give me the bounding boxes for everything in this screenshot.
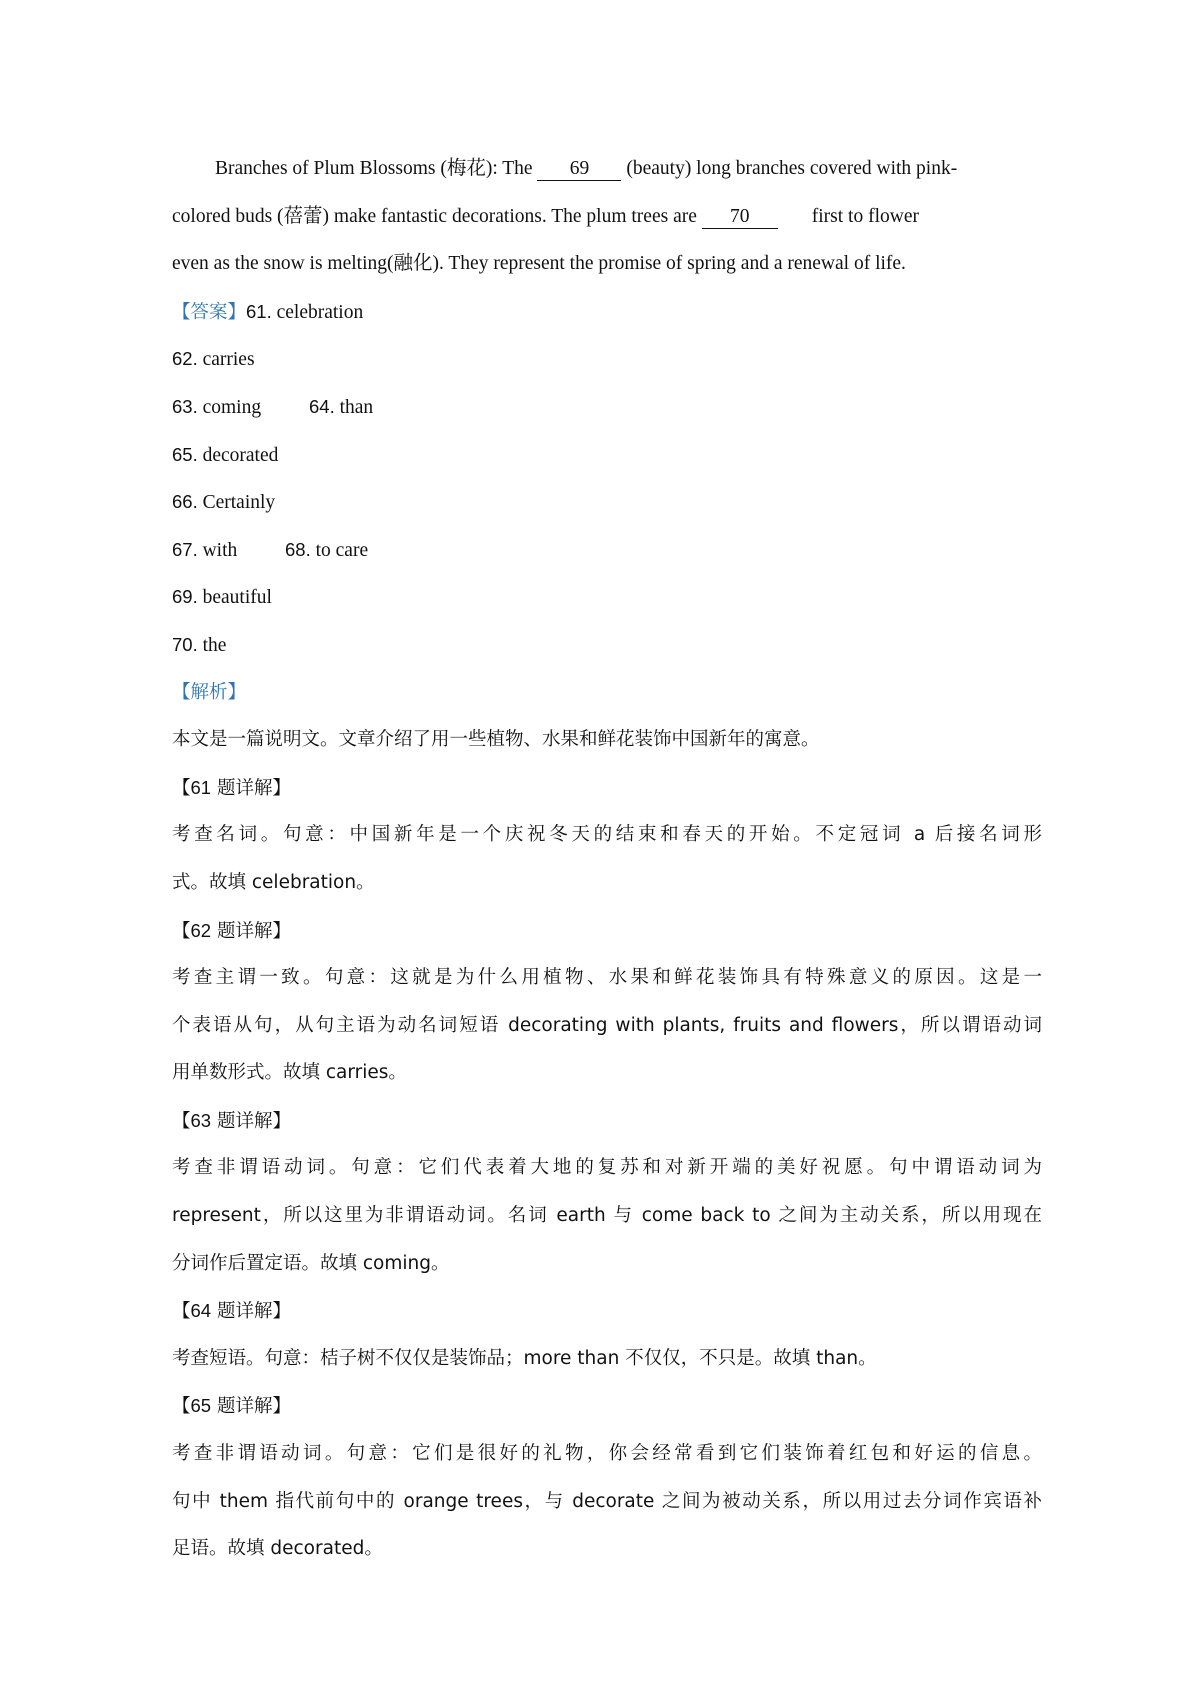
- analysis-label: 【解析】: [172, 681, 247, 703]
- detail-65-line-1: [172, 1430, 1042, 1478]
- detail-65-line-3: [172, 1525, 1042, 1573]
- answer-number: 70.: [172, 633, 198, 655]
- answer-number: 67.: [172, 538, 198, 560]
- answer-label: 【答案】: [172, 301, 247, 323]
- detail-text: 考查名词。句意：中国新年是一个庆祝冬天的结束和春天的开始。不定冠词 a 后接名词形: [172, 824, 1042, 846]
- analysis-label-line: [172, 669, 1042, 717]
- detail-heading-64: [172, 1287, 1042, 1335]
- detail-63-line-3: [172, 1240, 1042, 1288]
- detail-text: 足语。故填 decorated。: [172, 1538, 383, 1560]
- answer-text: beautiful: [202, 587, 272, 609]
- heading-number: 62: [190, 919, 212, 941]
- passage-text: Branches of Plum Blossoms (梅花): The: [215, 158, 538, 179]
- answer-col2: [285, 526, 368, 575]
- detail-text: 句中 them 指代前句中的 orange trees，与 decorate 之间为被动关系，所以用过去分词作宾语补: [172, 1490, 1042, 1512]
- passage-text: (beauty) long branches covered with pink-: [621, 158, 958, 179]
- detail-heading-61: [172, 764, 1042, 812]
- passage-line-2: [172, 193, 1042, 241]
- answer-number: 68.: [285, 538, 311, 560]
- detail-text: 考查非谓语动词。句意：它们是很好的礼物，你会经常看到它们装饰着红包和好运的信息。: [172, 1443, 1042, 1465]
- answer-number: 69.: [172, 586, 198, 608]
- detail-text: 用单数形式。故填 carries。: [172, 1062, 407, 1084]
- answer-text: carries: [202, 349, 255, 371]
- document-page: [172, 145, 1042, 1573]
- answer-number: 66.: [172, 491, 198, 513]
- heading-number: 64: [190, 1300, 212, 1322]
- answer-line-66: [172, 478, 1042, 526]
- answer-line-69: [172, 573, 1042, 621]
- answer-number: 64.: [309, 395, 335, 417]
- heading-bracket: 【: [172, 1396, 191, 1418]
- answer-text: celebration: [276, 301, 364, 323]
- detail-61-line-1: [172, 811, 1042, 859]
- heading-bracket: 【: [172, 920, 191, 942]
- answer-text: decorated: [202, 444, 279, 466]
- detail-text: 考查非谓语动词。句意：它们代表着大地的复苏和对新开端的美好祝愿。句中谓语动词为: [172, 1157, 1042, 1179]
- answer-line-70: [172, 621, 1042, 669]
- heading-text: 题详解】: [211, 777, 291, 799]
- heading-number: 65: [190, 1395, 212, 1417]
- answer-line-61: [172, 288, 1042, 336]
- detail-64-line-1: [172, 1335, 1042, 1383]
- heading-text: 题详解】: [211, 1110, 291, 1132]
- detail-heading-65: [172, 1382, 1042, 1430]
- answer-text: Certainly: [202, 492, 276, 514]
- heading-text: 题详解】: [211, 1396, 291, 1418]
- passage-line-1: [172, 145, 1042, 193]
- answer-text: than: [339, 396, 374, 418]
- detail-text: 分词作后置定语。故填 coming。: [172, 1252, 450, 1274]
- answer-number: 65.: [172, 443, 198, 465]
- heading-text: 题详解】: [211, 1301, 291, 1323]
- detail-text: 考查短语。句意：桔子树不仅仅是装饰品；more than 不仅仅，不只是。故填 than。: [172, 1347, 877, 1369]
- passage-line-3: [172, 240, 1042, 288]
- passage-text: even as the snow is melting(融化). They represent the promise of spring and a renewal of life.: [172, 253, 906, 275]
- heading-bracket: 【: [172, 777, 191, 799]
- heading-bracket: 【: [172, 1110, 191, 1132]
- answer-text: with: [202, 539, 238, 561]
- passage-text: first to flower: [811, 205, 919, 227]
- detail-text: 个表语从句，从句主语为动名词短语 decorating with plants, fruits and flowers，所以谓语动词: [172, 1014, 1042, 1036]
- detail-62-line-2: [172, 1002, 1042, 1050]
- passage-text: colored buds (蓓蕾) make fantastic decorations. The plum trees are: [172, 205, 702, 227]
- answer-number: 61.: [246, 300, 272, 322]
- answer-line-62: [172, 335, 1042, 383]
- detail-63-line-1: [172, 1144, 1042, 1192]
- blank-69: 69: [537, 158, 621, 181]
- heading-number: 61: [190, 776, 212, 798]
- detail-62-line-1: [172, 954, 1042, 1002]
- detail-61-line-2: [172, 859, 1042, 907]
- detail-text: represent，所以这里为非谓语动词。名词 earth 与 come back to 之间为主动关系，所以用现在: [172, 1205, 1042, 1227]
- detail-63-line-2: [172, 1192, 1042, 1240]
- answer-text: coming: [202, 396, 262, 418]
- summary-text: 本文是一篇说明文。文章介绍了用一些植物、水果和鲜花装饰中国新年的寓意。: [172, 729, 820, 751]
- answer-line-65: [172, 431, 1042, 479]
- heading-text: 题详解】: [211, 920, 291, 942]
- detail-text: 考查主谓一致。句意：这就是为什么用植物、水果和鲜花装饰具有特殊意义的原因。这是一: [172, 967, 1042, 989]
- blank-70: 70: [702, 206, 778, 229]
- detail-text: 式。故填 celebration。: [172, 871, 375, 893]
- heading-number: 63: [190, 1109, 212, 1131]
- answer-text: the: [202, 634, 227, 656]
- detail-65-line-2: [172, 1478, 1042, 1526]
- detail-heading-62: [172, 907, 1042, 955]
- answer-number: 62.: [172, 348, 198, 370]
- analysis-summary: [172, 716, 1042, 764]
- answer-line-67-68: [172, 526, 1042, 574]
- detail-62-line-3: [172, 1049, 1042, 1097]
- answer-text: to care: [315, 539, 369, 561]
- answer-number: 63.: [172, 395, 198, 417]
- heading-bracket: 【: [172, 1301, 191, 1323]
- answer-line-63-64: [172, 383, 1042, 431]
- answer-col2: [309, 383, 373, 432]
- detail-heading-63: [172, 1097, 1042, 1145]
